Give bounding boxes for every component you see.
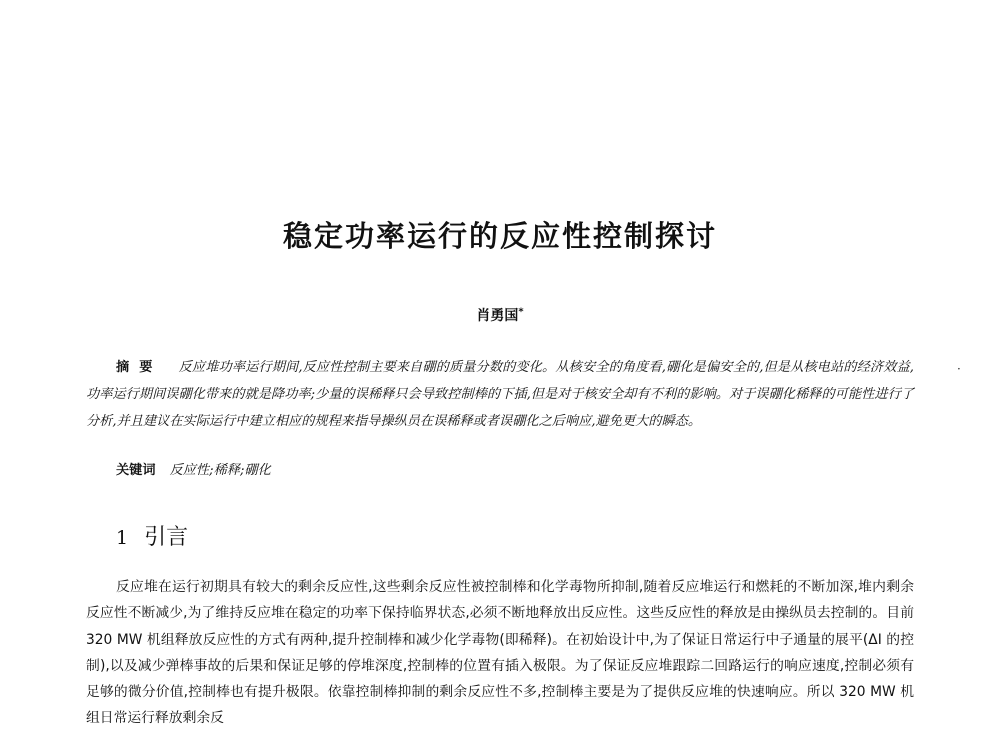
- abstract-label: 摘要: [116, 360, 163, 375]
- section-number: 1: [116, 527, 129, 549]
- paper-title: 稳定功率运行的反应性控制探讨: [282, 219, 717, 253]
- keywords-text: 反应性;稀释;硼化: [169, 463, 271, 478]
- author-footnote-mark: *: [518, 306, 524, 318]
- author-line: [0, 305, 1000, 325]
- abstract: [86, 354, 914, 435]
- section-heading: [116, 520, 188, 551]
- section-title: 引言: [144, 525, 189, 550]
- keywords-label: 关键词: [116, 463, 156, 478]
- body-paragraph: 反应堆在运行初期具有较大的剩余反应性,这些剩余反应性被控制棒和化学毒物所抑制,随着反应堆运行和燃耗的不断加深,堆内剩余反应性不断减少,为了维持反应堆在稳定的功率下保持临界状态,必须不断地释放出反应性。这些反应性的释放是由操纵员去控制的。目前 320 MW 机组释放反应性的方式有两种,提升控制棒和减少化学毒物(即稀释)。在初始设计中,为了保证日常运行中子通量的展平(ΔI 的控制),以及减少弹棒事故的后果和保证足够的停堆深度,控制棒的位置有插入极限。为了保证反应堆跟踪二回路运行的响应速度,控制必须有足够的微分价值,控制棒也有提升极限。依靠控制棒抑制的剩余反应性不多,控制棒主要是为了提供反应堆的快速响应。所以 320 MW 机组日常运行释放剩余反: [86, 579, 914, 727]
- author-name: 肖勇国: [476, 308, 519, 324]
- keywords: [116, 459, 271, 478]
- abstract-text: 反应堆功率运行期间,反应性控制主要来自硼的质量分数的变化。从核安全的角度看,硼化是偏安全的,但是从核电站的经济效益,功率运行期间误硼化带来的就是降功率;少量的误稀释只会导致控制棒的下插,但是对于核安全却有不利的影响。对于误硼化稀释的可能性进行了分析,并且建议在实际运行中建立相应的规程来指导操纵员在误稀释或者误硼化之后响应,避免更大的瞬态。: [86, 360, 915, 429]
- margin-mark: ·: [957, 362, 961, 376]
